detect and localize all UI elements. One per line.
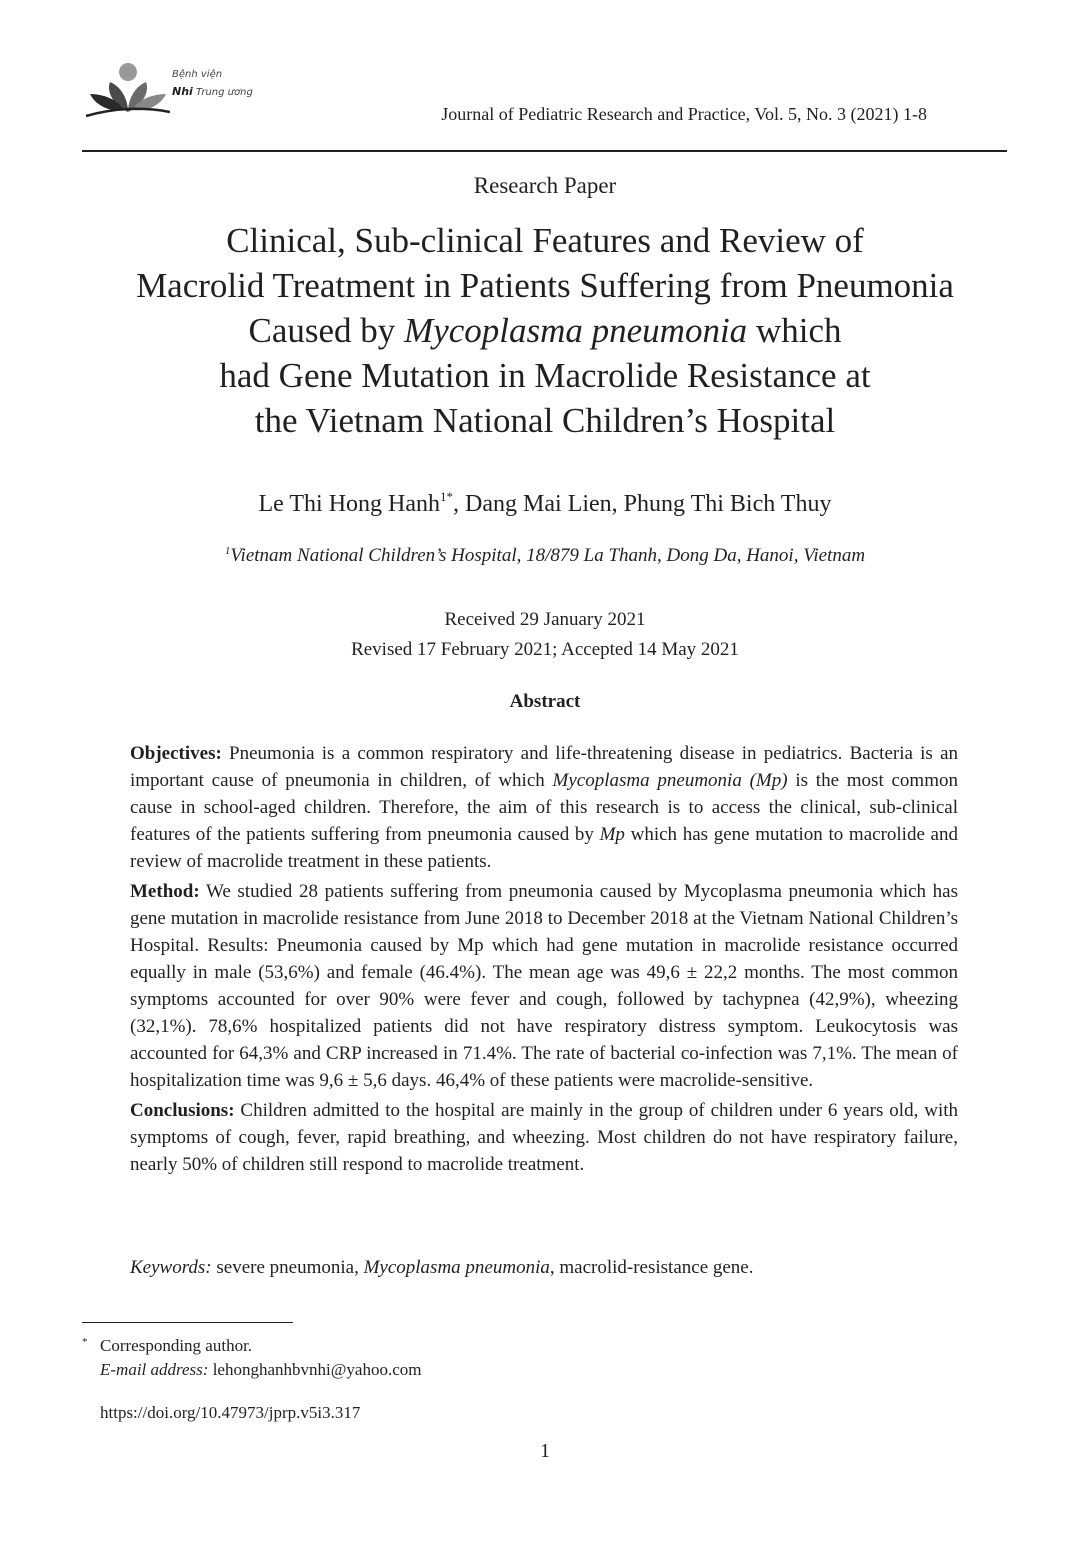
objectives-italic: Mp xyxy=(599,824,625,845)
corresponding-author: Corresponding author. xyxy=(100,1336,253,1355)
keywords xyxy=(130,1257,958,1279)
keywords-text: , macrolid-resistance gene. xyxy=(549,1257,754,1278)
logo-text-line2 xyxy=(172,85,253,98)
header-rule xyxy=(82,150,1007,152)
title-text: which xyxy=(747,311,842,350)
email-address[interactable]: lehonghanhbvnhi@yahoo.com xyxy=(208,1360,422,1379)
email-line xyxy=(100,1358,421,1382)
title-italic-organism: Mycoplasma pneumonia xyxy=(404,311,748,350)
author-name: Le Thi Hong Hanh xyxy=(258,491,441,517)
journal-citation: Journal of Pediatric Research and Practice, Vol. 5, No. 3 (2021) 1-8 xyxy=(441,104,927,124)
logo-text-trung-uong: Trung ương xyxy=(196,87,253,98)
abstract-body xyxy=(130,740,958,1181)
footnote-rule xyxy=(82,1322,293,1323)
footnote-star: * xyxy=(82,1336,88,1348)
conclusions-label: Conclusions: xyxy=(130,1100,235,1121)
hospital-logo xyxy=(84,60,284,120)
affiliation-superscript: 1 xyxy=(224,545,231,557)
page-number: 1 xyxy=(540,1440,550,1462)
keywords-italic: Mycoplasma pneumonia xyxy=(363,1257,550,1278)
author-names: , Dang Mai Lien, Phung Thi Bich Thuy xyxy=(453,491,832,517)
objectives-label: Objectives: xyxy=(130,743,222,764)
abstract-heading: Abstract xyxy=(509,691,581,712)
objectives-italic: Mycoplasma pneumonia (Mp) xyxy=(552,770,788,791)
abstract-method xyxy=(130,878,958,1094)
keywords-text: severe pneumonia, xyxy=(211,1257,364,1278)
title-line: Clinical, Sub-clinical Features and Review of xyxy=(226,221,864,260)
affiliation-text: Vietnam National Children’s Hospital, 18/879 La Thanh, Dong Da, Hanoi, Vietnam xyxy=(230,545,866,566)
paper-title xyxy=(0,218,1090,443)
paper-type: Research Paper xyxy=(473,173,617,198)
method-text: We studied 28 patients suffering from pneumonia caused by Mycoplasma pneumonia which has gene mutation in macrolide resistance from June 2018 to December 2018 at the Vietnam National Children’s Hospital. Results: Pneumonia caused by Mp which had gene mutation in macrolide resistance occurred equally in male (53,6%) and female (46.4%). The mean age was 49,6 ± 22,2 months. The most common symptoms accounted for over 90% were fever and cough, followed by tachypnea (42,9%), wheezing (32,1%). 78,6% hospitalized patients did not have respiratory distress symptom. Leukocytosis was accounted for 64,3% and CRP increased in 71.4%. The rate of bacterial co-infection was 7,1%. The mean of hospitalization time was 9,6 ± 5,6 days. 46,4% of these patients were macrolide-sensitive. xyxy=(130,881,958,1091)
logo-text-nhi: Nhi xyxy=(172,85,193,98)
objectives-text: which has gene mutation to macrolide and review of macrolide treatment in these patients. xyxy=(130,824,958,872)
abstract-objectives xyxy=(130,740,958,875)
email-label: E-mail address: xyxy=(100,1360,209,1379)
objectives-text: Pneumonia is a common respiratory and life-threatening disease in pediatrics. Bacteria is an important cause of pneumonia in children, of which xyxy=(130,743,958,791)
received-date: Received 29 January 2021 xyxy=(444,609,646,630)
title-line: Macrolid Treatment in Patients Suffering from Pneumonia xyxy=(136,266,954,305)
title-line: the Vietnam National Children’s Hospital xyxy=(254,401,836,440)
revised-accepted-date: Revised 17 February 2021; Accepted 14 May 2021 xyxy=(351,639,739,660)
footnote xyxy=(82,1334,421,1382)
logo-text-line1: Bệnh viện xyxy=(172,69,223,80)
conclusions-text: Children admitted to the hospital are mainly in the group of children under 6 years old, with symptoms of cough, fever, rapid breathing, and wheezing. Most children do not have respiratory failure, nearly 50% of children still respond to macrolide treatment. xyxy=(130,1100,958,1175)
objectives-text: is the most common cause in school-aged children. Therefore, the aim of this research is to access the clinical, sub-clinical features of the patients suffering from pneumonia caused by xyxy=(130,770,958,845)
article-dates xyxy=(0,605,1090,665)
lotus-logo-icon xyxy=(84,60,170,120)
title-line xyxy=(0,308,1090,353)
doi-link[interactable]: https://doi.org/10.47973/jprp.v5i3.317 xyxy=(100,1403,361,1422)
author-list xyxy=(0,491,1090,518)
method-label: Method: xyxy=(130,881,200,902)
keywords-label: Keywords: xyxy=(130,1257,212,1278)
author-superscript: 1* xyxy=(440,489,454,504)
title-line: had Gene Mutation in Macrolide Resistance at xyxy=(219,356,871,395)
affiliation xyxy=(0,545,1090,567)
title-text: Caused by xyxy=(248,311,405,350)
abstract-conclusions xyxy=(130,1097,958,1178)
